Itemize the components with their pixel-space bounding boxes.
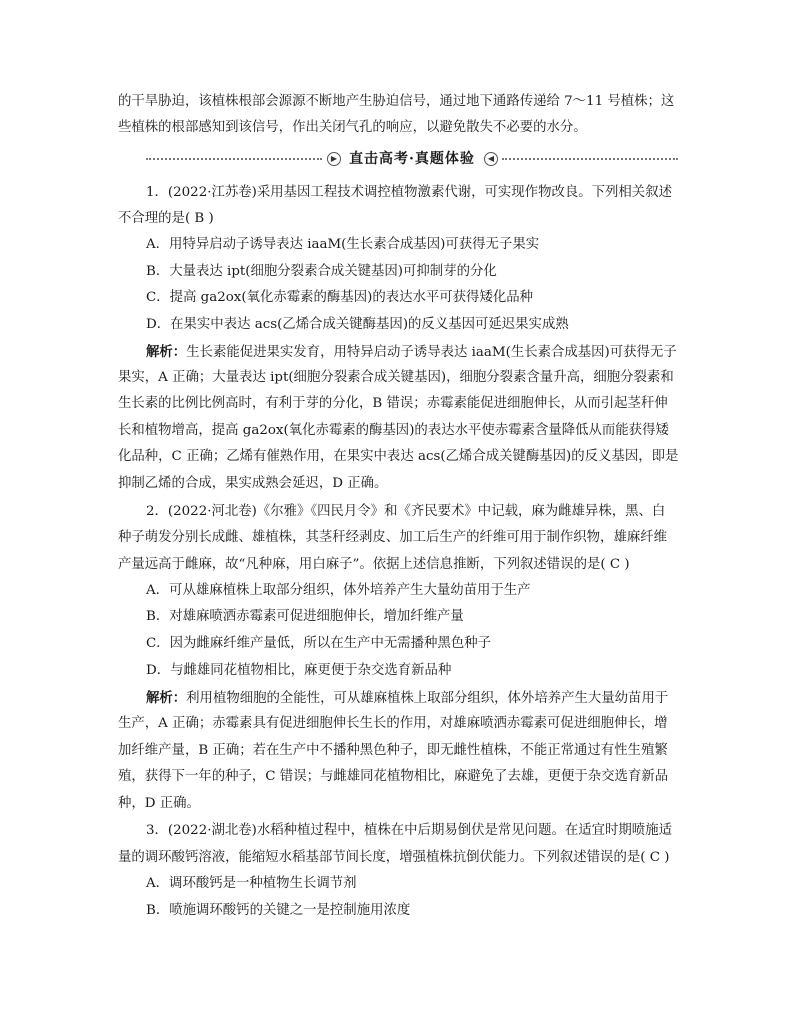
section-title: 直击高考·真题体验 xyxy=(349,151,475,167)
question-2-analysis-line-4: 殖，获得下一年的种子，C 错误；与雌雄同花植物相比，麻避免了去雄，更便于杂交选育新品 xyxy=(118,769,669,784)
intro-line-2: 些植株的根部感知到该信号，作出关闭气孔的响应，以避免散失不必要的水分。 xyxy=(118,120,587,135)
question-2-analysis-line-2: 生产，A 正确；赤霉素具有促进细胞伸长生长的作用，对雄麻喷洒赤霉素可促进细胞伸长，增 xyxy=(118,716,668,731)
question-1-analysis-line-2: 果实，A 正确；大量表达 ipt(细胞分裂素合成关键基因)，细胞分裂素含量升高，细胞分裂素和 xyxy=(118,370,674,385)
question-3-option-b: B．喷施调环酸钙的关键之一是控制施用浓度 xyxy=(146,903,411,918)
analysis-label: 解析： xyxy=(146,344,187,360)
question-2-option-d: D．与雌雄同花植物相比，麻更便于杂交选育新品种 xyxy=(146,663,452,678)
question-1-analysis-line-1 xyxy=(146,342,677,363)
question-2-stem-line-1: 2．(2022·河北卷)《尔雅》《四民月令》和《齐民要术》中记载，麻为雌雄异株，黑、白 xyxy=(146,504,666,519)
question-3-stem-line-2: 量的调环酸钙溶液，能缩短水稻基部节间长度，增强植株抗倒伏能力。下列叙述错误的是( C ) xyxy=(118,850,670,865)
question-2-stem-line-3: 产量远高于雌麻，故“凡种麻，用白麻子”。依据上述信息推断，下列叙述错误的是( C ) xyxy=(118,557,630,572)
question-1-analysis-line-5: 化品种，C 正确；乙烯有催熟作用，在果实中表达 acs(乙烯合成关键酶基因)的反义基因，即是 xyxy=(118,449,679,464)
question-1-option-b: B．大量表达 ipt(细胞分裂素合成关键基因)可抑制芽的分化 xyxy=(146,264,497,279)
play-left-icon: ◀ xyxy=(484,152,498,166)
question-2-stem-line-2: 种子萌发分别长成雌、雄植株，其茎秆经剥皮、加工后生产的纤维可用于制作织物，雄麻纤维 xyxy=(118,530,668,545)
question-2-option-b: B．对雄麻喷洒赤霉素可促进细胞伸长，增加纤维产量 xyxy=(146,609,464,624)
banner-divider-right xyxy=(502,158,678,160)
question-1-analysis-line-6: 抑制乙烯的合成，果实成熟会延迟，D 正确。 xyxy=(118,476,388,491)
question-1-analysis-line-4: 长和植物增高，提高 ga2ox(氧化赤霉素的酶基因)的表达水平使赤霉素含量降低从而能获得矮 xyxy=(118,423,669,438)
question-2-option-c: C．因为雌麻纤维产量低，所以在生产中无需播种黑色种子 xyxy=(146,636,492,651)
analysis-text: 生长素能促进果实发育，用特异启动子诱导表达 iaaM(生长素合成基因)可获得无子 xyxy=(186,345,677,360)
question-1-stem-line-2: 不合理的是( B ) xyxy=(118,211,214,226)
analysis-text: 利用植物细胞的全能性，可从雄麻植株上取部分组织，体外培养产生大量幼苗用于 xyxy=(186,691,669,706)
play-right-icon: ▶ xyxy=(327,152,341,166)
section-banner xyxy=(146,146,678,172)
intro-line-1: 的干旱胁迫，该植株根部会源源不断地产生胁迫信号，通过地下通路传递给 7～11 号植株；这 xyxy=(118,94,675,109)
question-1-option-d: D．在果实中表达 acs(乙烯合成关键酶基因)的反义基因可延迟果实成熟 xyxy=(146,317,569,332)
question-1-analysis-line-3: 生长素的比例比例高时，有利于芽的分化，B 错误；赤霉素能促进细胞伸长，从而引起茎秆伸 xyxy=(118,396,668,411)
analysis-label: 解析： xyxy=(146,690,187,706)
question-1-option-a: A．用特异启动子诱导表达 iaaM(生长素合成基因)可获得无子果实 xyxy=(146,237,540,252)
question-2-analysis-line-1 xyxy=(146,688,668,709)
question-2-analysis-line-5: 种，D 正确。 xyxy=(118,796,200,811)
question-3-option-a: A．调环酸钙是一种植物生长调节剂 xyxy=(146,876,357,891)
question-1-option-c: C．提高 ga2ox(氧化赤霉素的酶基因)的表达水平可获得矮化品种 xyxy=(146,290,534,305)
question-1-stem-line-1: 1．(2022·江苏卷)采用基因工程技术调控植物激素代谢，可实现作物改良。下列相关叙述 xyxy=(146,185,672,200)
question-3-stem-line-1: 3．(2022·湖北卷)水稻种植过程中，植株在中后期易倒伏是常见问题。在适宜时期喷施适 xyxy=(146,823,672,838)
banner-divider-left xyxy=(146,158,322,160)
question-2-analysis-line-3: 加纤维产量，B 正确；若在生产中不播种黑色种子，即无雌性植株，不能正常通过有性生殖繁 xyxy=(118,743,668,758)
question-2-option-a: A．可从雄麻植株上取部分组织，体外培养产生大量幼苗用于生产 xyxy=(146,583,531,598)
